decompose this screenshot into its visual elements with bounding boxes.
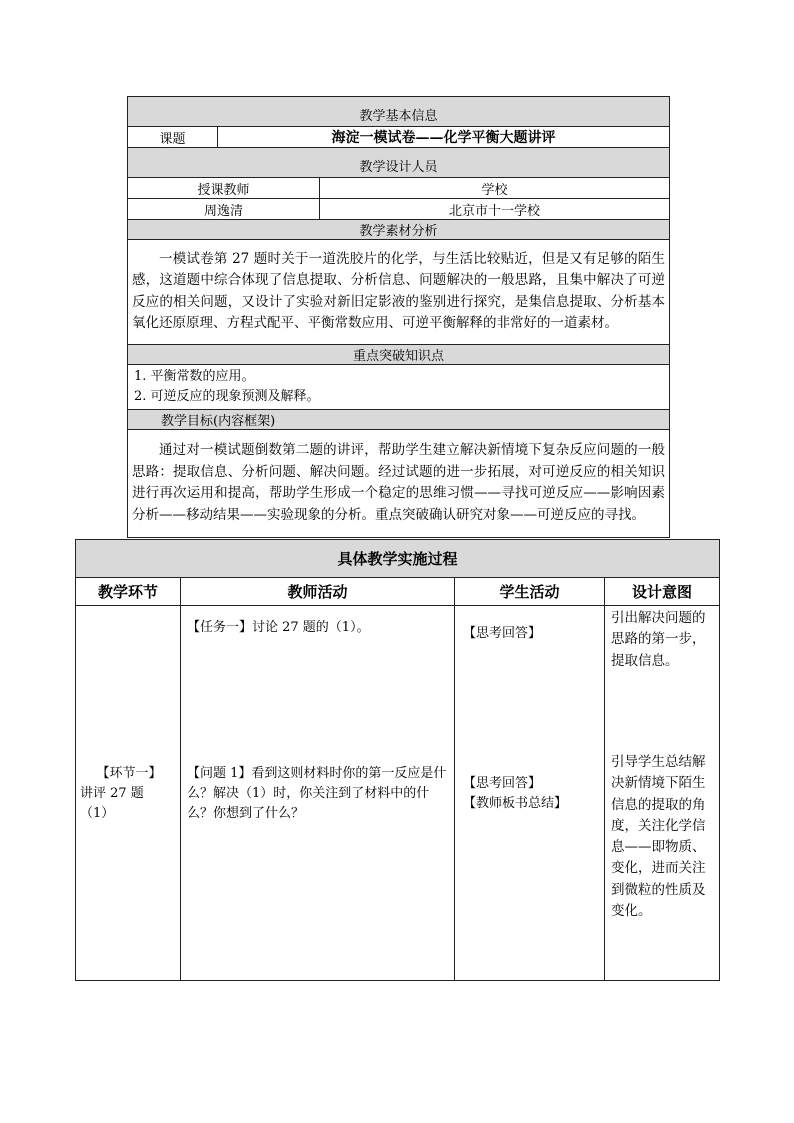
process-title: 具体教学实施过程 <box>76 540 720 578</box>
key-point-item: 1. 平衡常数的应用。 <box>134 369 255 384</box>
process-table <box>75 539 720 981</box>
design-intent-2: 引导学生总结解决新情境下陌生信息的提取的角度，关注化学信息——即物质、变化，进而关注到微粒的性质及变化。 <box>611 754 706 920</box>
col-student-activity: 学生活动 <box>455 578 605 606</box>
school-label: 学校 <box>320 178 670 199</box>
basic-info-table <box>127 96 670 538</box>
stage-text <box>80 764 178 824</box>
col-design-intent: 设计意图 <box>605 578 720 606</box>
material-analysis-text: 一模试卷第 27 题时关于一道洗胶片的化学，与生活比较贴近，但是又有足够的陌生感，这道题中综合体现了信息提取、分析信息、问题解决的一般思路，且集中解决了可逆反应的相关问题，又设计了实验对新旧定影液的鉴别进行探究，是集信息提取、分析基本氧化还原原理、方程式配平、平衡常数应用、可逆平衡解释的非常好的一道素材。 <box>128 240 670 345</box>
section-material-analysis: 教学素材分析 <box>128 220 670 240</box>
student-activity-cell <box>455 606 605 981</box>
col-stage: 教学环节 <box>76 578 181 606</box>
section-designers: 教学设计人员 <box>128 148 670 178</box>
teacher-task: 【任务一】讨论 27 题的（1）。 <box>187 620 370 635</box>
stage-line-3: （1） <box>80 806 115 821</box>
student-activity-1: 【思考回答】 <box>463 626 542 641</box>
student-activity-3: 【教师板书总结】 <box>463 796 568 811</box>
design-intent-1: 引出解决问题的思路的第一步，提取信息。 <box>611 610 706 669</box>
design-intent-cell <box>605 606 720 981</box>
school-name: 北京市十一学校 <box>320 199 670 220</box>
key-point-item: 2. 可逆反应的现象预测及解释。 <box>134 389 320 404</box>
key-points-list <box>128 365 670 410</box>
topic-label: 课题 <box>128 127 218 148</box>
teacher-name: 周逸清 <box>128 199 320 220</box>
section-basic-info: 教学基本信息 <box>128 97 670 127</box>
stage-line-2: 讲评 27 题 <box>80 786 144 801</box>
col-teacher-activity: 教师活动 <box>181 578 455 606</box>
student-activity-2: 【思考回答】 <box>463 776 542 791</box>
stage-line-1: 【环节一】 <box>96 766 162 781</box>
topic-value: 海淀一模试卷——化学平衡大题讲评 <box>218 127 670 148</box>
stage-cell <box>76 606 181 981</box>
teacher-label: 授课教师 <box>128 178 320 199</box>
teacher-activity-cell <box>181 606 455 981</box>
section-objectives: 教学目标(内容框架) <box>128 410 670 430</box>
objectives-text: 通过对一模试题倒数第二题的讲评，帮助学生建立解决新情境下复杂反应问题的一般思路：提取信息、分析问题、解决问题。经过试题的进一步拓展，对可逆反应的相关知识进行再次运用和提高，帮助学生形成一个稳定的思维习惯——寻找可逆反应——影响因素分析——移动结果——实验现象的分析。重点突破确认研究对象——可逆反应的寻找。 <box>128 430 670 538</box>
teacher-question: 【问题 1】看到这则材料时你的第一反应是什么？解决（1）时，你关注到了材料中的什么？你想到了什么？ <box>187 766 447 821</box>
section-key-points: 重点突破知识点 <box>128 345 670 365</box>
